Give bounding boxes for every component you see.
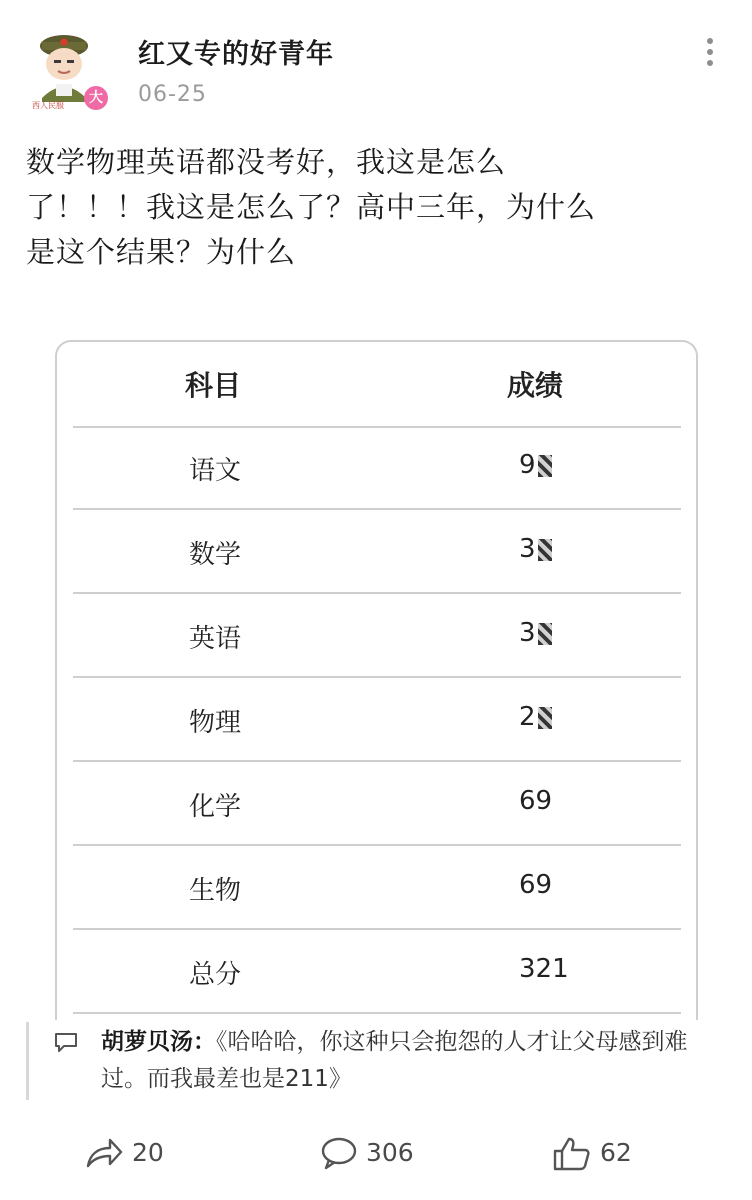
table-row <box>73 930 681 1014</box>
table-row <box>73 846 681 930</box>
subject-cell: 数学 <box>189 540 242 570</box>
table-row <box>73 762 681 846</box>
share-button[interactable] <box>84 1134 204 1174</box>
comment-bubble-icon <box>320 1136 358 1170</box>
post-header <box>0 0 752 120</box>
comment-bubble-icon <box>53 1030 79 1054</box>
pixelated-mask <box>538 707 552 729</box>
comment-text <box>101 1024 731 1098</box>
score-cell <box>519 786 552 816</box>
score-cell <box>519 702 552 732</box>
table-row <box>73 594 681 678</box>
subject-cell: 物理 <box>189 708 242 738</box>
subject-cell: 英语 <box>189 624 242 654</box>
score-value: 9 <box>519 450 536 480</box>
score-cell <box>519 954 569 984</box>
subject-cell: 总分 <box>189 960 242 990</box>
score-cell <box>519 534 552 564</box>
pixelated-mask <box>538 539 552 561</box>
score-value: 3 <box>519 534 536 564</box>
score-value: 69 <box>519 870 553 900</box>
score-value: 3 <box>519 618 536 648</box>
score-value: 2 <box>519 702 536 732</box>
comment-button[interactable] <box>320 1134 460 1174</box>
like-button[interactable] <box>552 1134 672 1174</box>
score-value: 69 <box>519 786 553 816</box>
pixelated-mask <box>538 623 552 645</box>
more-options-button[interactable] <box>698 38 722 74</box>
post-date: 06-25 <box>138 82 207 107</box>
score-cell <box>519 618 552 648</box>
subject-cell: 语文 <box>189 456 242 486</box>
author-name[interactable]: 红又专的好青年 <box>138 39 334 70</box>
pixelated-mask <box>538 455 552 477</box>
share-arrow-icon <box>84 1136 124 1170</box>
comment-count: 306 <box>366 1138 414 1167</box>
share-count: 20 <box>132 1138 164 1167</box>
score-cell <box>519 870 552 900</box>
comment-content: 《哈哈哈，你这种只会抱怨的人才让父母感到难过。而我最差也是211》 <box>101 1029 688 1092</box>
score-cell <box>519 450 552 480</box>
table-header <box>73 342 681 428</box>
verified-badge: 大 <box>84 86 108 110</box>
table-row <box>73 426 681 510</box>
subject-cell: 化学 <box>189 792 242 822</box>
svg-text:西人民服: 西人民服 <box>32 101 64 110</box>
table-row <box>73 678 681 762</box>
comment-author[interactable]: 胡萝贝汤： <box>101 1029 216 1055</box>
like-count: 62 <box>600 1138 632 1167</box>
thumbs-up-icon <box>552 1136 592 1172</box>
subject-cell: 生物 <box>189 876 242 906</box>
action-bar <box>0 1126 752 1186</box>
more-vertical-icon <box>707 38 713 44</box>
table-row <box>73 510 681 594</box>
subject-column-header: 科目 <box>185 369 242 402</box>
featured-comment[interactable] <box>26 1022 726 1100</box>
post-body: 数学物理英语都没考好，我这是怎么 了！！！我这是怎么了？高中三年，为什么 是这个结果？为什么 <box>26 145 597 269</box>
score-table-image[interactable] <box>55 340 698 1020</box>
score-column-header: 成绩 <box>507 369 564 402</box>
score-value: 321 <box>519 954 569 984</box>
